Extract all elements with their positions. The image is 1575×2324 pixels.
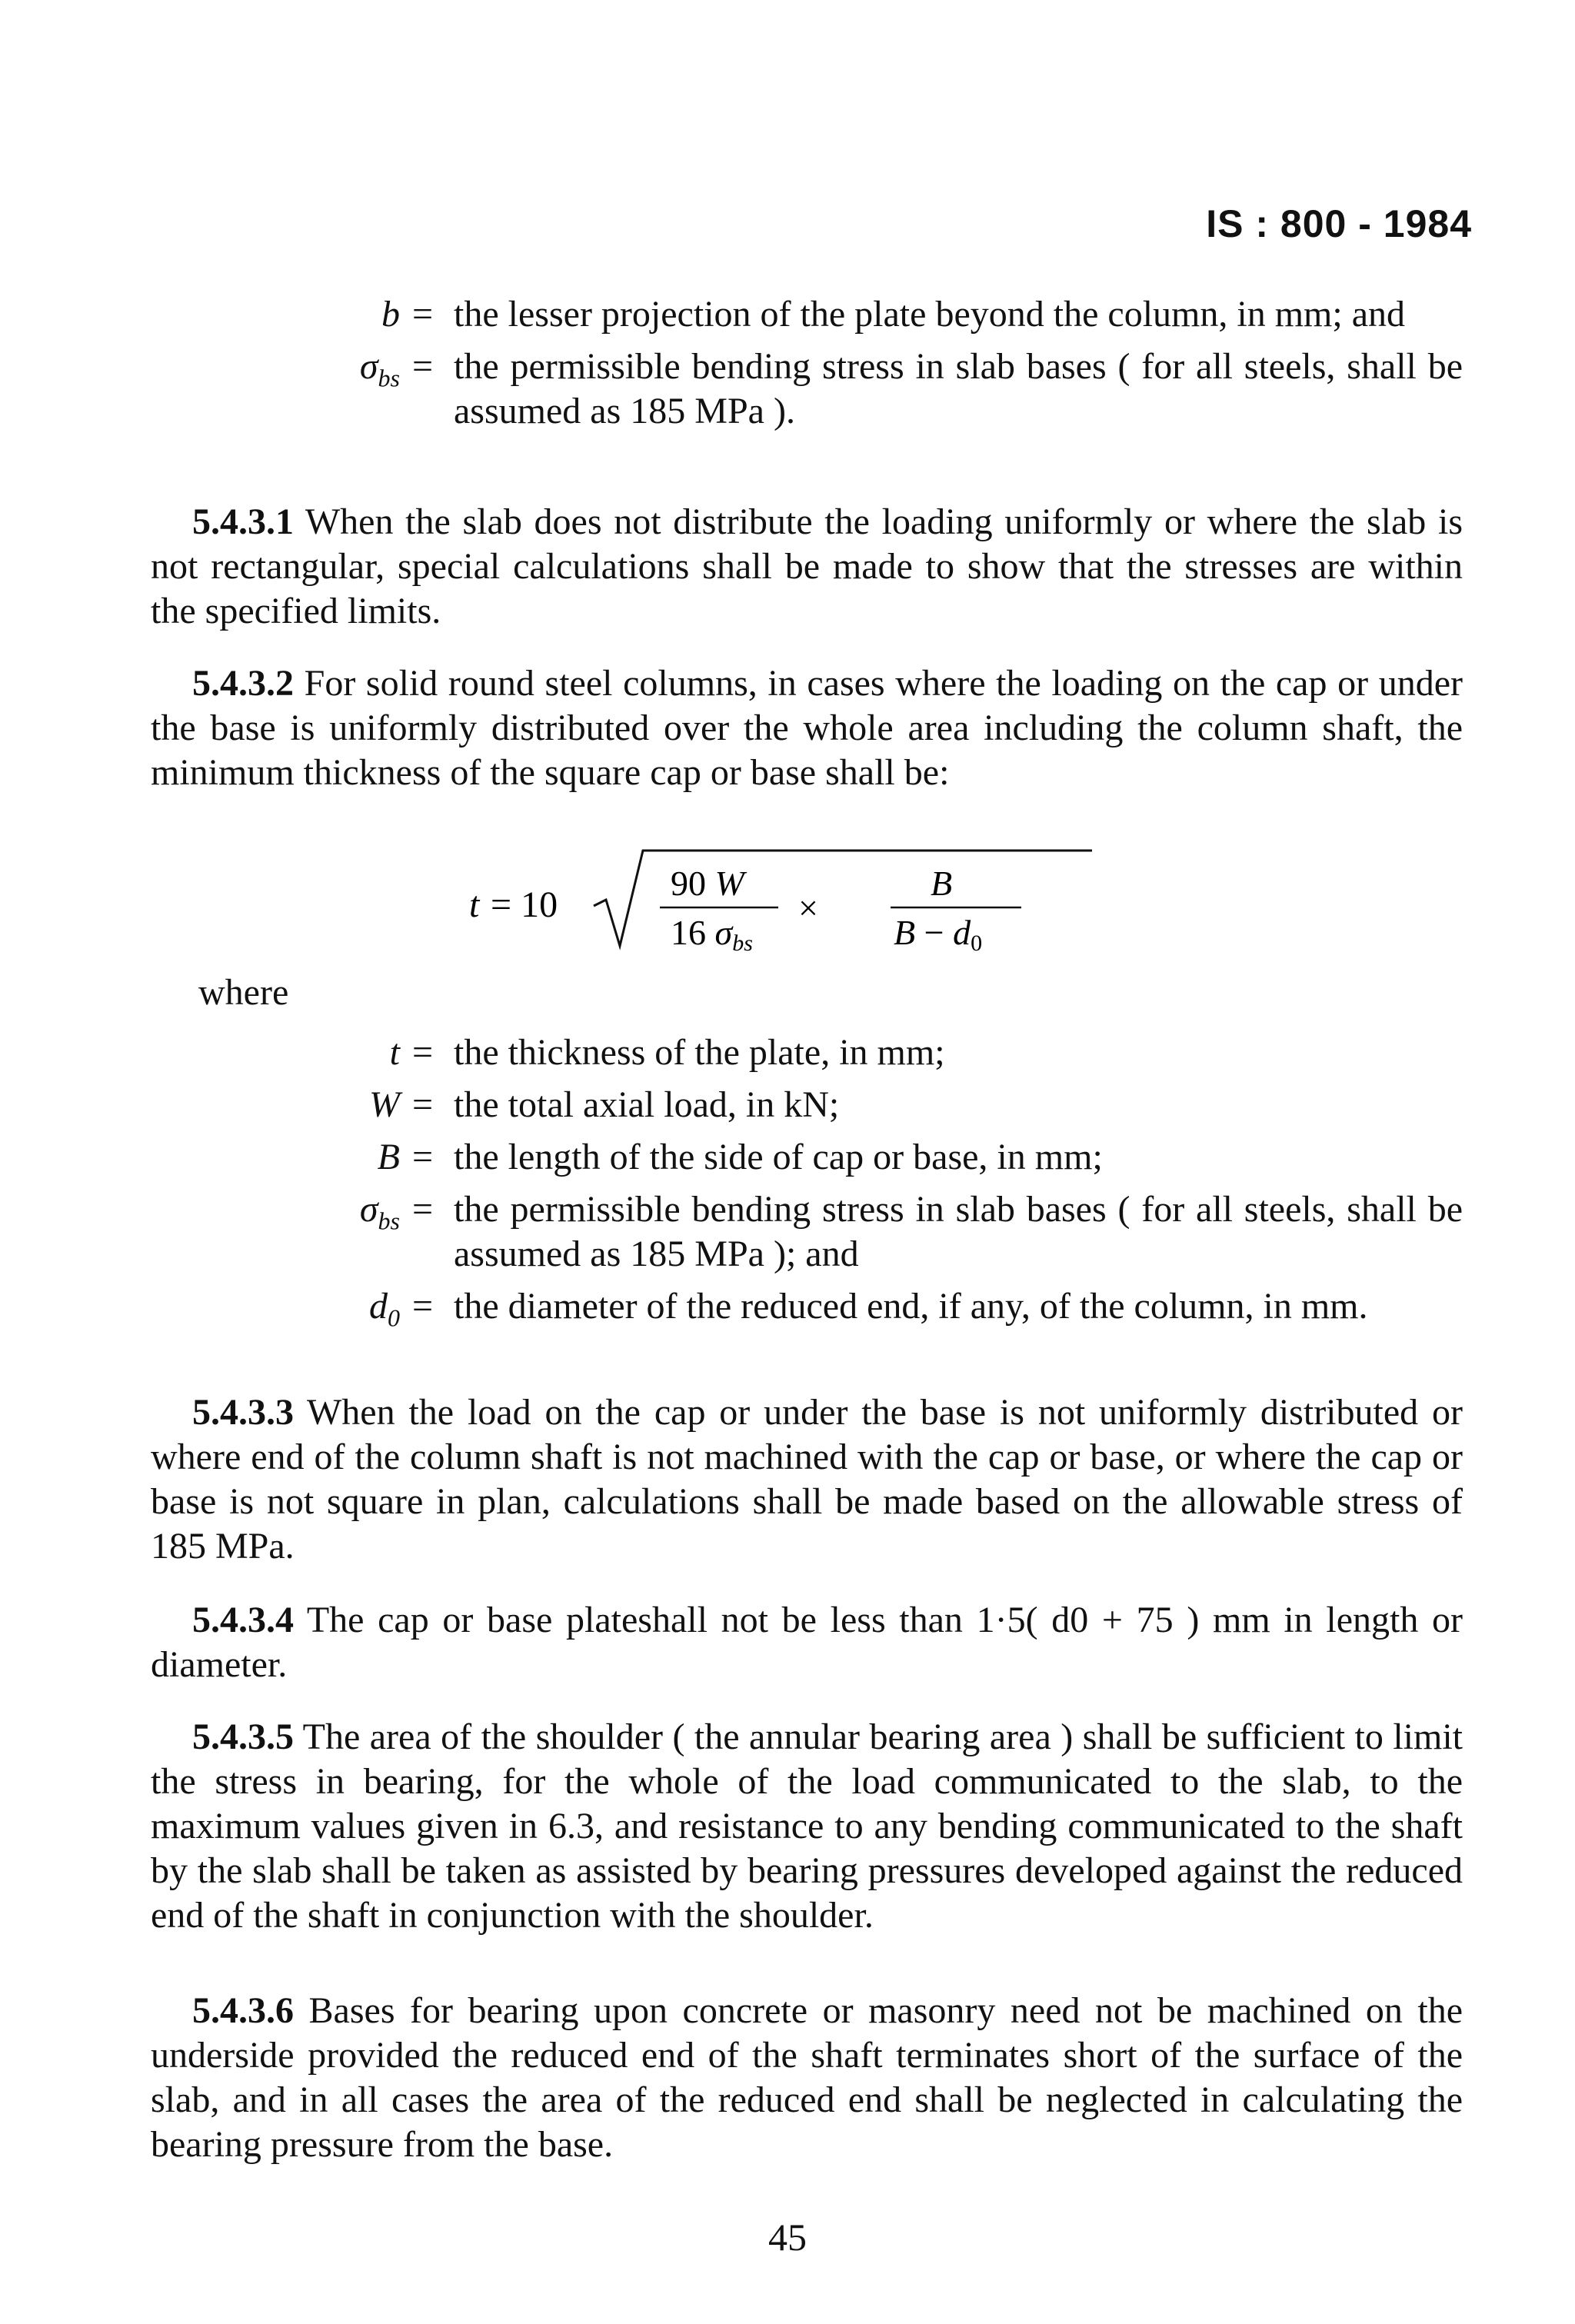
definition-row (0, 1083, 1575, 1127)
clause-5-4-3-4 (151, 1598, 1463, 1687)
formula-svg (469, 846, 1161, 969)
page-number: 45 (768, 2216, 807, 2259)
definition-row (0, 1030, 1575, 1075)
definition-symbol: b (381, 294, 400, 335)
definition-text: the permissible bending stress in slab bases ( for all steels, shall be assumed as 185 MPa ); and (454, 1189, 1463, 1274)
definition-text: the diameter of the reduced end, if any, of the column, in mm. (454, 1286, 1368, 1327)
clause-text: For solid round steel columns, in cases where the loading on the cap or under the base is uniformly distributed over the whole area including the column shaft, the minimum thickness of the square cap or base shall be: (151, 663, 1463, 793)
clause-5-4-3-5 (151, 1715, 1463, 1938)
running-head: IS : 800 - 1984 (1206, 202, 1472, 245)
clause-5-4-3-2 (151, 661, 1463, 795)
definition-text: the permissible bending stress in slab bases ( for all steels, shall be assumed as 185 MPa ). (454, 346, 1463, 431)
clause-text: When the load on the cap or under the base is not uniformly distributed or where end of the column shaft is not machined with the cap or base, or where the cap or base is not square in plan, calculations shall be made based on the allowable stress of 185 MPa. (151, 1392, 1463, 1567)
definitions-top (0, 292, 1575, 441)
denominator-B-minus-d0: B − d0 (894, 913, 983, 956)
clause-text: The cap or base plateshall not be less than 1·5( d0 + 75 ) mm in length or diameter. (151, 1600, 1463, 1685)
clause-number: 5.4.3.3 (192, 1392, 294, 1433)
definition-symbol: $d_0$ (369, 1286, 400, 1332)
clause-number: 5.4.3.4 (192, 1600, 294, 1640)
equals-sign: = (412, 1189, 434, 1230)
formula-lhs: t (469, 884, 480, 925)
fraction2-numerator: B (931, 864, 953, 903)
clause-number: 5.4.3.2 (192, 663, 294, 704)
definition-row (0, 345, 1575, 434)
definition-text: the lesser projection of the plate beyond the column, in mm; and (454, 294, 1406, 335)
clause-text: When the slab does not distribute the loading uniformly or where the slab is not rectangular, special calculations shall be made to show that the stresses are within the specified limits. (151, 501, 1463, 631)
definition-text: the total axial load, in kN; (454, 1084, 840, 1125)
clause-5-4-3-3 (151, 1390, 1463, 1569)
clause-text: Bases for bearing upon concrete or masonry need not be machined on the underside provided the reduced end of the shaft terminates short of the surface of the slab, and in all cases the area of the reduced end shall be neglected in calculating the bearing pressure from the base. (151, 1990, 1463, 2165)
definition-symbol: $\sigma_{bs}$ (359, 1189, 400, 1235)
clause-number: 5.4.3.6 (192, 1990, 294, 2031)
definition-text: the thickness of the plate, in mm; (454, 1032, 945, 1073)
definition-row (0, 1135, 1575, 1180)
definition-row (0, 292, 1575, 337)
definition-symbol: $\sigma_{bs}$ (359, 346, 400, 392)
clause-number: 5.4.3.1 (192, 501, 294, 542)
radical-sign (594, 851, 1092, 946)
where-label: where (198, 972, 289, 1013)
equals-sign: = (412, 294, 434, 335)
times-sign: × (798, 888, 818, 927)
equals-sign: = (412, 1137, 434, 1177)
definitions-bottom (0, 1030, 1575, 1337)
equals-sign: = (412, 1286, 434, 1327)
clause-5-4-3-6 (151, 1989, 1463, 2167)
denominator-16sigma: 16 σbs (671, 913, 753, 956)
definition-text: the length of the side of cap or base, in mm; (454, 1137, 1103, 1177)
clause-text: The area of the shoulder ( the annular bearing area ) shall be sufficient to limit the stress in bearing, for the whole of the load communicated to the slab, to the maximum values given in 6.3, and resistance to any bending communicated to the shaft by the slab shall be taken as assisted by bearing pressures developed against the reduced end of the shaft in conjunction with the shoulder. (151, 1716, 1463, 1936)
definition-symbol: B (377, 1137, 400, 1177)
definition-symbol: t (389, 1032, 400, 1073)
equals-sign: = (412, 346, 434, 387)
formula-eq: = 10 (491, 884, 558, 925)
definition-row (0, 1187, 1575, 1277)
clause-5-4-3-1 (151, 500, 1463, 634)
clause-number: 5.4.3.5 (192, 1716, 294, 1757)
definition-row (0, 1284, 1575, 1332)
definition-symbol: W (369, 1084, 400, 1125)
numerator-90W: 90 W (671, 864, 744, 903)
equals-sign: = (412, 1084, 434, 1125)
thickness-formula (469, 846, 1161, 969)
equals-sign: = (412, 1032, 434, 1073)
